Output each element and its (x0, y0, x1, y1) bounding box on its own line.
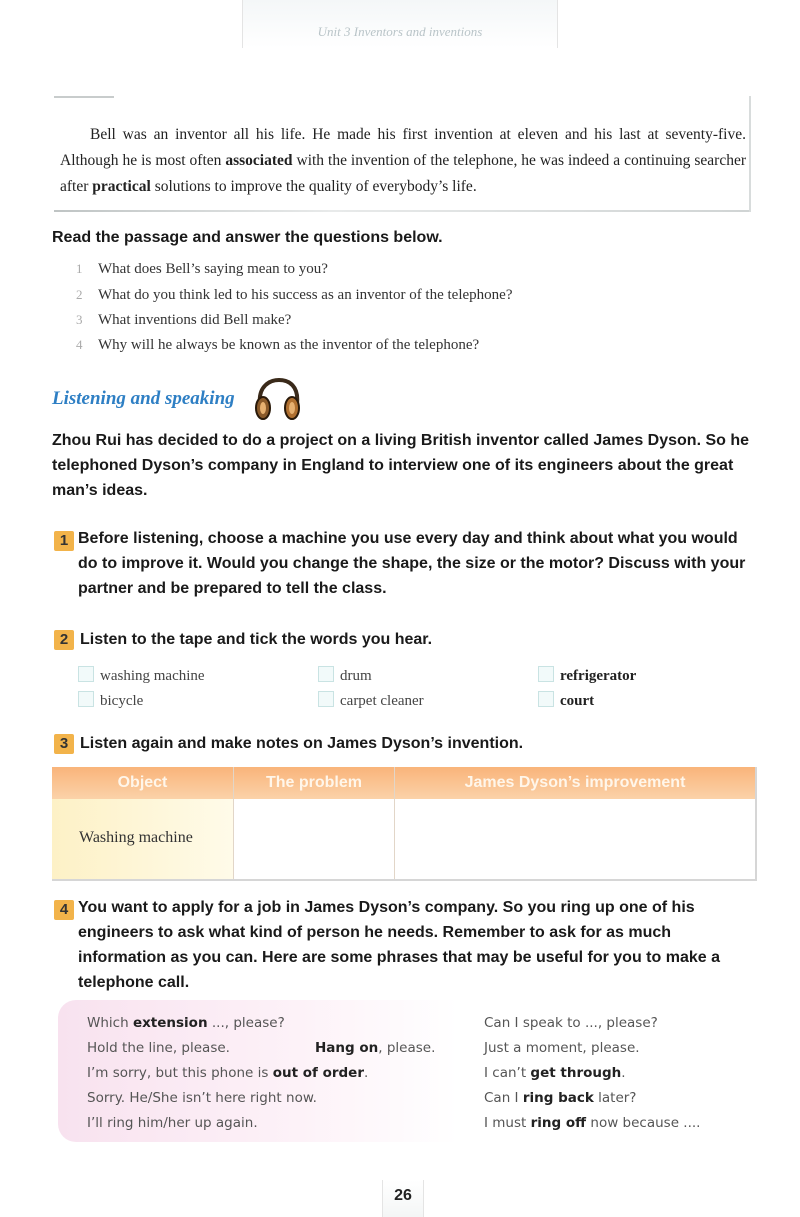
checkbox[interactable] (318, 691, 334, 707)
question-text: What do you think led to his success as an inventor of the telephone? (98, 287, 513, 303)
question-number: 1 (76, 261, 83, 276)
task-2 (54, 627, 754, 652)
checkbox[interactable] (538, 691, 554, 707)
page-number-tab (382, 1180, 424, 1217)
question-number: 3 (76, 312, 83, 327)
listening-intro: Zhou Rui has decided to do a project on a living British inventor called James Dyson. So he telephoned Dyson’s company in England to interview one of its engineers about the great man’s ideas. (52, 432, 750, 499)
unit-title: Unit 3 Inventors and inventions (317, 24, 483, 39)
notes-table (52, 767, 757, 881)
question-item (76, 337, 479, 354)
quote-paragraph (60, 122, 746, 200)
question-item (76, 312, 291, 329)
word-label: washing machine (100, 668, 205, 684)
phrase-hang-on: Hang on, please. (315, 1040, 436, 1056)
checkbox[interactable] (78, 691, 94, 707)
task-number-badge: 2 (54, 630, 74, 650)
header-tab (242, 0, 558, 48)
task-number-badge: 4 (54, 900, 74, 920)
reading-instruction: Read the passage and answer the questions below. (52, 229, 443, 246)
phrase-just-a-moment: Just a moment, please. (484, 1040, 640, 1056)
question-number: 4 (76, 337, 83, 352)
checkbox[interactable] (538, 666, 554, 682)
word-bicycle[interactable] (78, 691, 143, 710)
phrase-hold-the-line: Hold the line, please. (87, 1040, 230, 1056)
phrase-out-of-order: I’m sorry, but this phone is out of order. (87, 1065, 369, 1081)
phrase-not-here: Sorry. He/She isn’t here right now. (87, 1090, 317, 1106)
question-text: What does Bell’s saying mean to you? (98, 261, 328, 277)
task-3 (54, 731, 754, 756)
section-title-listening: Listening and speaking (52, 388, 235, 409)
table-header-improvement: James Dyson’s improvement (464, 774, 686, 791)
word-label: drum (340, 668, 372, 684)
table-header-problem: The problem (265, 774, 362, 791)
phrase-which-extension: Which extension ..., please? (87, 1015, 285, 1031)
phrase-get-through: I can’t get through. (484, 1065, 626, 1081)
checkbox[interactable] (78, 666, 94, 682)
word-label: court (560, 693, 595, 709)
question-text: Why will he always be known as the inventor of the telephone? (98, 337, 480, 353)
task-3-text: Listen again and make notes on James Dyson’s invention. (80, 735, 524, 752)
quote-box (54, 96, 751, 212)
table-cell-washing-machine: Washing machine (79, 829, 193, 846)
question-number: 2 (76, 287, 83, 302)
phrase-ring-back: Can I ring back later? (484, 1090, 637, 1106)
table-header-object: Object (117, 774, 168, 791)
phrase-ring-off: I must ring off now because .... (484, 1115, 701, 1131)
question-item (76, 287, 512, 304)
word-label: carpet cleaner (340, 693, 424, 709)
word-court[interactable] (538, 691, 594, 710)
table-cell-improvement[interactable] (395, 799, 753, 879)
task-2-text: Listen to the tape and tick the words you hear. (80, 631, 433, 648)
word-label: refrigerator (560, 668, 637, 684)
task-4 (54, 895, 754, 995)
table-cell-problem[interactable] (234, 799, 394, 879)
task-number-badge: 3 (54, 734, 74, 754)
table-header-row (52, 767, 755, 799)
quote-bottom-rule (54, 210, 749, 212)
quote-keyword: associated (225, 152, 293, 169)
headphones-icon (252, 376, 304, 422)
page-number: 26 (394, 1187, 412, 1204)
word-label: bicycle (100, 693, 144, 709)
quote-top-rule (54, 96, 114, 98)
task-1-text: Before listening, choose a machine you use every day and think about what you would do to improve it. Would you change the shape, the size or the motor? Discuss with your partner and be prepared to tell the class. (78, 530, 746, 597)
phrase-ring-up-again: I’ll ring him/her up again. (87, 1115, 258, 1131)
word-washing-machine[interactable] (78, 666, 205, 685)
quote-text-part: with the invention of the telephone, he was indeed a continuing searcher after (60, 152, 746, 195)
word-drum[interactable] (318, 666, 372, 685)
quote-text-part: Bell was an inventor all his life. He made his first invention at eleven and his last at seventy-five. Although he is most often (60, 126, 746, 169)
checkbox[interactable] (318, 666, 334, 682)
task-number-badge: 1 (54, 531, 74, 551)
task-1 (54, 526, 754, 601)
word-refrigerator[interactable] (538, 666, 636, 685)
word-carpet-cleaner[interactable] (318, 691, 424, 710)
quote-keyword: practical (92, 178, 151, 195)
task-4-text: You want to apply for a job in James Dyson’s company. So you ring up one of his engineers to ask what kind of person he needs. Remember to ask for as much information as you can. Here are some phrases that may be useful for you to make a telephone call. (78, 899, 720, 991)
question-item (76, 261, 328, 278)
question-text: What inventions did Bell make? (98, 312, 292, 328)
quote-text-part: solutions to improve the quality of everybody’s life. (150, 178, 477, 195)
phrase-can-i-speak: Can I speak to ..., please? (484, 1015, 658, 1031)
